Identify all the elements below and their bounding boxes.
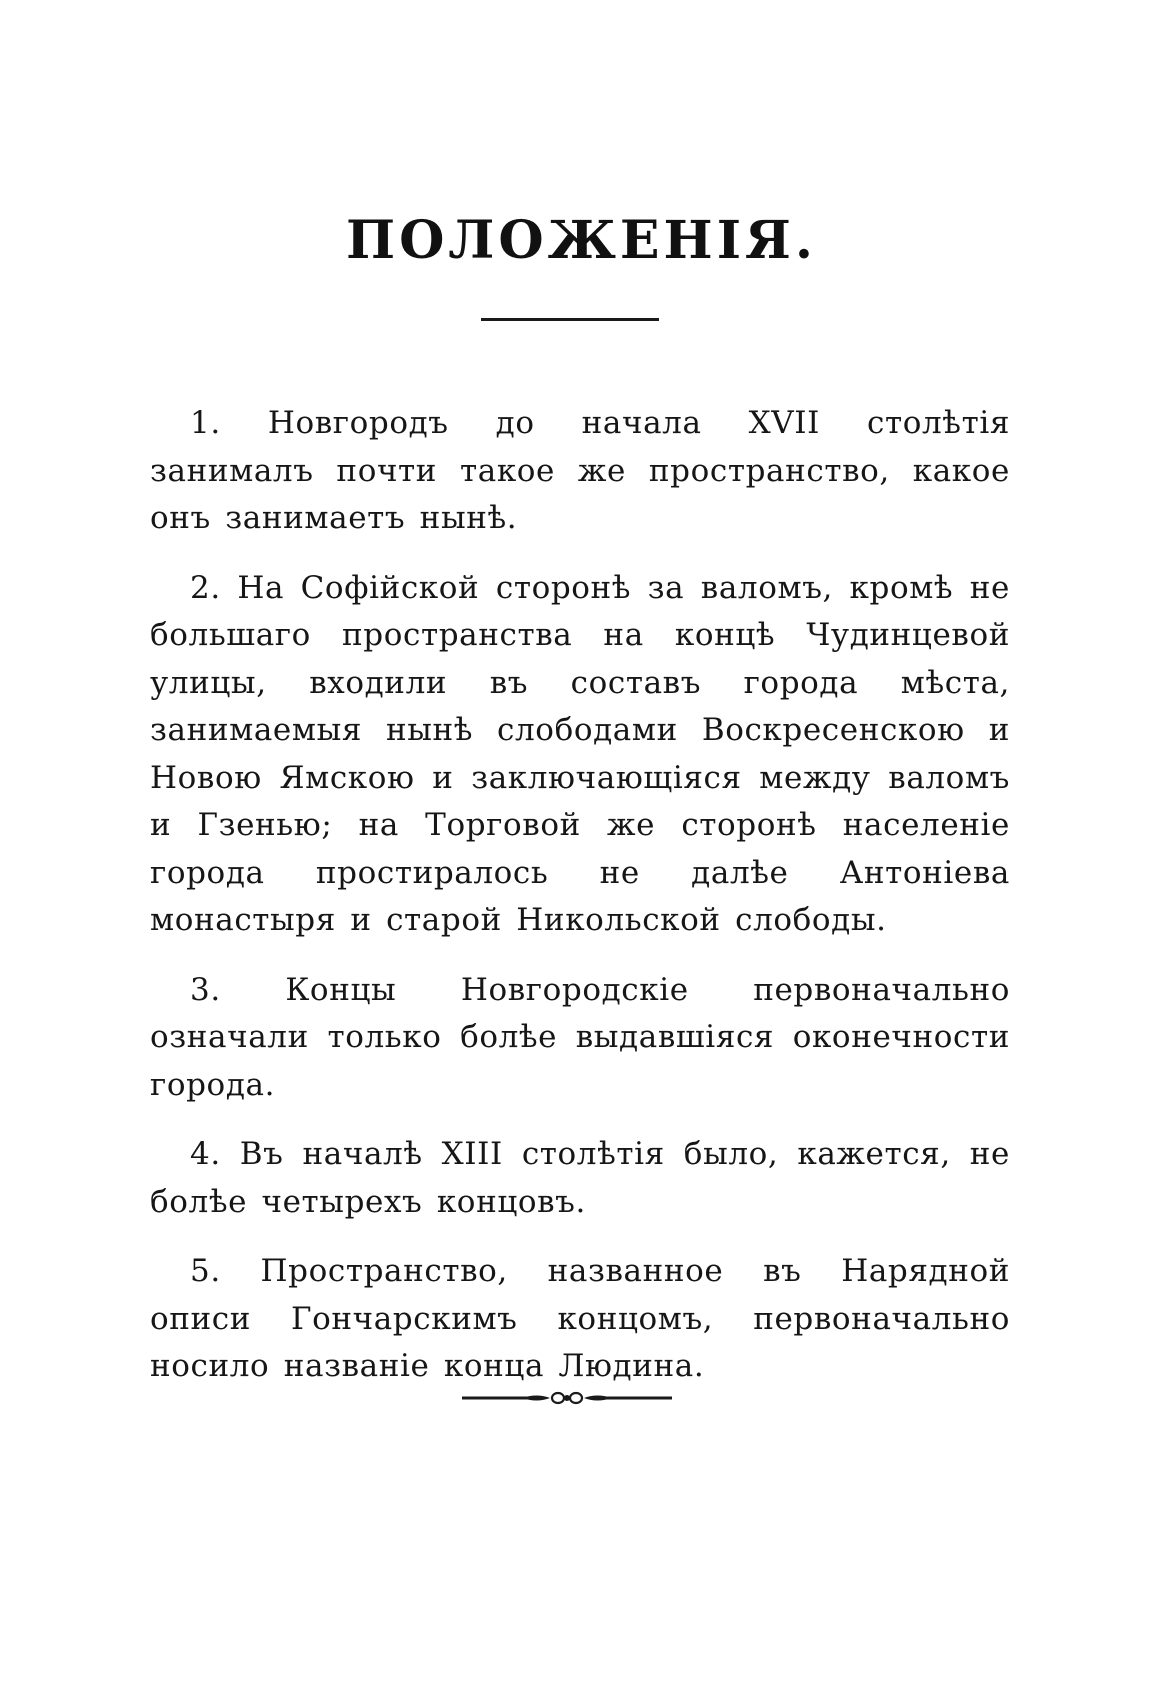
thesis-3 [150, 967, 1010, 1110]
thesis-5 [150, 1248, 1010, 1391]
thesis-number: 3. [190, 971, 221, 1008]
end-ornament-icon [462, 1388, 672, 1408]
thesis-number: 2. [190, 569, 221, 606]
thesis-text: На Софійской сторонѣ за валомъ, кромѣ не большаго пространства на концѣ Чудинцевой улицы, входили въ составъ города мѣста, занимаемыя нынѣ слободами Воскресенскою и Новою Ямскою и заключающіяся между валомъ и Гзенью; на Торговой же сторонѣ населеніе города простиралось не далѣе Антоніева монастыря и старой Никольской слободы. [150, 569, 1010, 938]
thesis-2 [150, 565, 1010, 945]
thesis-text: Концы Новгородскіе первоначально означали только болѣе выдавшіяся оконечности города. [150, 971, 1010, 1103]
thesis-text: Новгородъ до начала XVII столѣтія занималъ почти такое же пространство, какое онъ занимаетъ нынѣ. [150, 405, 1010, 536]
thesis-1 [150, 400, 1010, 543]
thesis-number: 1. [190, 405, 221, 441]
theses-list [150, 400, 1010, 1413]
title-divider [481, 318, 659, 321]
thesis-text: Въ началѣ XIII столѣтія было, кажется, не болѣе четырехъ концовъ. [150, 1136, 1010, 1220]
thesis-4 [150, 1131, 1010, 1226]
thesis-number: 5. [190, 1253, 221, 1289]
thesis-text: Пространство, названное въ Нарядной описи Гончарскимъ концомъ, первоначально носило названіе конца Людина. [150, 1253, 1010, 1384]
thesis-number: 4. [190, 1136, 221, 1172]
page-title: ПОЛОЖЕНІЯ. [346, 210, 817, 271]
